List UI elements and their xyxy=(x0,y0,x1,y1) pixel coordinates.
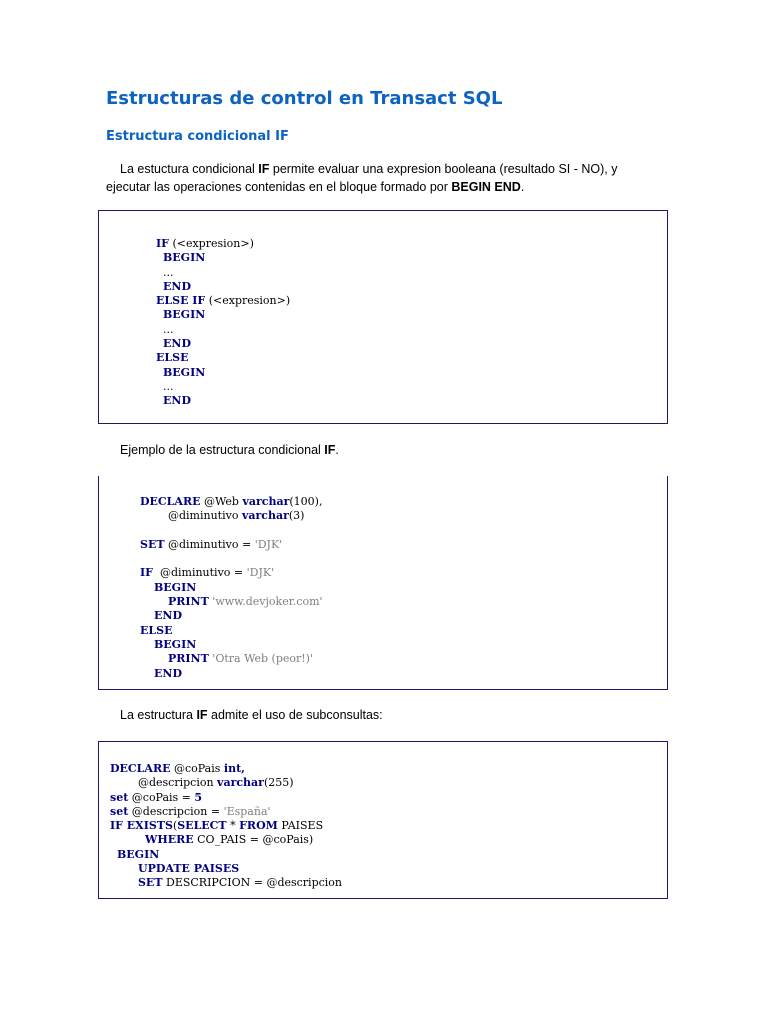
subquery-text-1: La estructura xyxy=(120,708,197,722)
intro-bold-if: IF xyxy=(258,162,270,176)
code-keyword: PRINT xyxy=(167,595,209,609)
code-keyword: DECLARE xyxy=(110,762,171,775)
code-text: @diminutivo xyxy=(167,509,242,523)
code-keyword: PRINT xyxy=(167,652,209,666)
subquery-code xyxy=(110,762,342,891)
code-text: PAISES xyxy=(277,819,324,833)
code-keyword: END xyxy=(154,609,182,623)
code-text: * xyxy=(226,819,240,833)
code-keyword: SELECT xyxy=(177,819,227,833)
intro-text-3: . xyxy=(520,180,525,194)
code-keyword: varchar xyxy=(217,776,264,790)
page-title: Estructuras de control en Transact SQL xyxy=(106,88,503,109)
code-text: CO_PAIS = @coPais) xyxy=(193,833,314,847)
intro-paragraph xyxy=(106,160,646,196)
code-keyword: set xyxy=(110,790,129,804)
syntax-code xyxy=(156,237,290,409)
code-text: (<expresion>) xyxy=(168,237,254,250)
code-string: 'Otra Web (peor!)' xyxy=(212,652,313,666)
code-text: ... xyxy=(163,265,174,279)
code-keyword: BEGIN xyxy=(154,580,197,594)
example-code-box xyxy=(98,476,668,690)
intro-text-2: permite evaluar una expresion booleana (resultado SI - NO), y ejecutar las operaciones contenidas en el bloque formado por xyxy=(106,162,618,194)
code-keyword: FROM xyxy=(239,819,278,833)
syntax-code-box xyxy=(98,210,668,424)
code-text: ... xyxy=(163,379,174,393)
code-keyword: IF xyxy=(140,566,153,580)
code-text: ( xyxy=(172,819,178,833)
code-keyword: BEGIN xyxy=(163,251,206,265)
code-keyword: int xyxy=(223,762,242,775)
code-text: @descripcion = xyxy=(128,804,224,818)
example-code xyxy=(140,495,323,681)
code-text: @descripcion xyxy=(137,776,218,790)
subquery-bold-if: IF xyxy=(196,708,208,722)
example-bold-if: IF xyxy=(324,443,336,457)
code-text: ... xyxy=(163,322,174,336)
code-text: @coPais xyxy=(170,762,224,775)
code-keyword: IF EXISTS xyxy=(110,819,173,833)
code-string: 'DJK' xyxy=(254,537,283,551)
example-text-1: Ejemplo de la estructura condicional xyxy=(120,443,325,457)
code-text: @diminutivo = xyxy=(152,566,247,580)
intro-bold-begin-end: BEGIN END xyxy=(451,180,521,194)
code-keyword: varchar xyxy=(241,509,289,523)
code-text: (255) xyxy=(263,776,294,790)
code-keyword: varchar xyxy=(242,495,290,508)
code-keyword: ELSE xyxy=(140,623,173,637)
code-keyword: UPDATE PAISES xyxy=(137,862,240,876)
code-keyword: END xyxy=(163,279,191,293)
section-subtitle: Estructura condicional IF xyxy=(106,129,289,144)
code-text: DESCRIPCION = @descripcion xyxy=(162,876,343,890)
code-text: @Web xyxy=(200,495,243,508)
code-string: 'DJK' xyxy=(246,566,275,580)
code-keyword: ELSE IF xyxy=(156,294,206,308)
code-string: 'España' xyxy=(223,804,271,818)
example-paragraph xyxy=(106,441,646,459)
code-keyword: BEGIN xyxy=(154,637,197,651)
code-number: 5 xyxy=(194,790,203,804)
code-keyword: BEGIN xyxy=(163,308,206,322)
code-keyword: SET xyxy=(140,537,165,551)
code-text: @coPais = xyxy=(128,790,195,804)
code-keyword: BEGIN xyxy=(117,847,160,861)
code-keyword: SET xyxy=(137,876,163,890)
intro-text-1: La estuctura condicional xyxy=(120,162,259,176)
subquery-text-2: admite el uso de subconsultas: xyxy=(207,708,383,722)
code-keyword: BEGIN xyxy=(163,365,206,379)
code-keyword: , xyxy=(241,762,245,775)
code-text: (<expresion>) xyxy=(205,294,291,308)
code-text: (100), xyxy=(289,495,323,508)
subquery-code-box xyxy=(98,741,668,899)
code-text: @diminutivo = xyxy=(164,537,255,551)
code-keyword: IF xyxy=(156,237,169,250)
code-keyword: set xyxy=(110,804,129,818)
example-text-2: . xyxy=(335,443,339,457)
code-keyword: WHERE xyxy=(144,833,194,847)
subquery-paragraph xyxy=(106,706,646,724)
code-string: 'www.devjoker.com' xyxy=(212,595,323,609)
code-keyword: END xyxy=(163,394,191,408)
code-keyword: DECLARE xyxy=(140,495,201,508)
code-keyword: END xyxy=(163,337,191,351)
code-text: (3) xyxy=(288,509,305,523)
code-keyword: ELSE xyxy=(156,351,189,365)
code-keyword: END xyxy=(154,666,182,680)
